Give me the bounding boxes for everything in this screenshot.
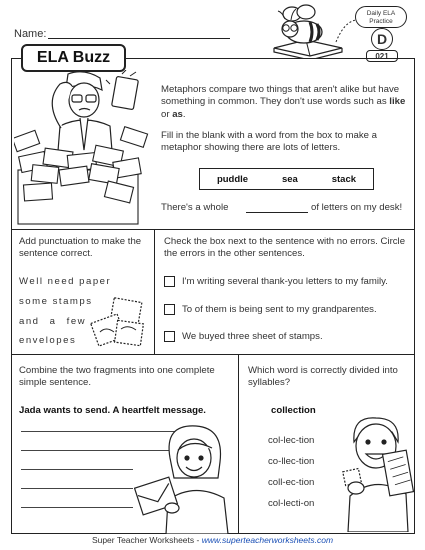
badge-line-2: Practice [369,18,393,25]
punctuation-instruction: Add punctuation to make the sentence correct. [19,236,142,260]
page-title: ELA Buzz [21,44,126,72]
checkbox[interactable] [164,304,175,315]
word-bank-item: puddle [216,173,249,185]
badge-number: 021 [366,50,398,62]
man-with-letters-illustration [14,70,154,226]
boy-with-stamps-illustration [340,412,414,532]
word-bank-item: stack [331,173,357,185]
daily-practice-badge [355,6,407,28]
badge-line-1: Daily ELA [366,10,396,17]
fragments: Jada wants to send. A heartfelt message. [19,405,206,416]
checkbox-option: We buyed three sheet of stamps. [182,331,323,342]
syllable-option[interactable]: co-llec-tion [268,456,315,467]
divider [12,354,414,355]
divider [12,229,414,230]
checkbox-option: I'm writing several thank-you letters to my family. [182,276,388,287]
footer-link[interactable]: www.superteacherworksheets.com [201,535,334,545]
syllable-option[interactable]: col-lec-tion [268,435,315,446]
name-label: Name: [14,28,47,40]
girl-with-letter-illustration [134,418,232,534]
checkbox[interactable] [164,331,175,342]
word-as: as [172,108,183,120]
checkbox[interactable] [164,276,175,287]
metaphor-intro-text: Metaphors compare two things that aren't alike but have something in common. They don't use words such as [161,84,400,108]
metaphor-sentence-start: There's a whole [161,202,229,213]
metaphor-blank[interactable] [246,212,308,213]
answer-line[interactable] [21,507,133,508]
footer-brand: Super Teacher Worksheets - [91,535,202,545]
dashed-connector [334,16,358,46]
syllable-option[interactable]: coll-ec-tion [268,477,315,488]
name-field[interactable] [48,38,230,39]
answer-line[interactable] [21,488,133,489]
punctuation-line: some stamps [19,296,93,307]
stamps-illustration [86,296,150,354]
metaphor-intro [161,84,411,121]
checkbox-instruction: Check the box next to the sentence with no errors. Circle the errors in the other sentences. [164,236,406,260]
punctuation-line: envelopes [19,335,77,346]
punctuation-line: Well need paper [19,276,112,287]
punctuation-line: and a few [19,316,87,327]
footer [0,535,425,545]
divider [154,229,155,354]
word-like: like [389,96,406,108]
syllable-question: Which word is correctly divided into syllables? [248,365,398,389]
or-text: or [161,108,170,120]
intro-period: . [182,108,186,120]
metaphor-sentence-end: of letters on my desk! [311,202,403,213]
answer-line[interactable] [21,469,133,470]
badge-letter: D [371,28,393,50]
word-bank [199,168,374,190]
word-bank-item: sea [281,173,298,185]
syllable-option[interactable]: col-lecti-on [268,498,315,509]
syllable-word: collection [271,405,316,416]
combine-instruction: Combine the two fragments into one complete simple sentence. [19,365,215,389]
metaphor-instruction: Fill in the blank with a word from the box to make a metaphor showing there are lots of letters. [161,130,377,154]
divider [238,354,239,533]
checkbox-option: To of them is being sent to my grandparentes. [182,304,377,315]
